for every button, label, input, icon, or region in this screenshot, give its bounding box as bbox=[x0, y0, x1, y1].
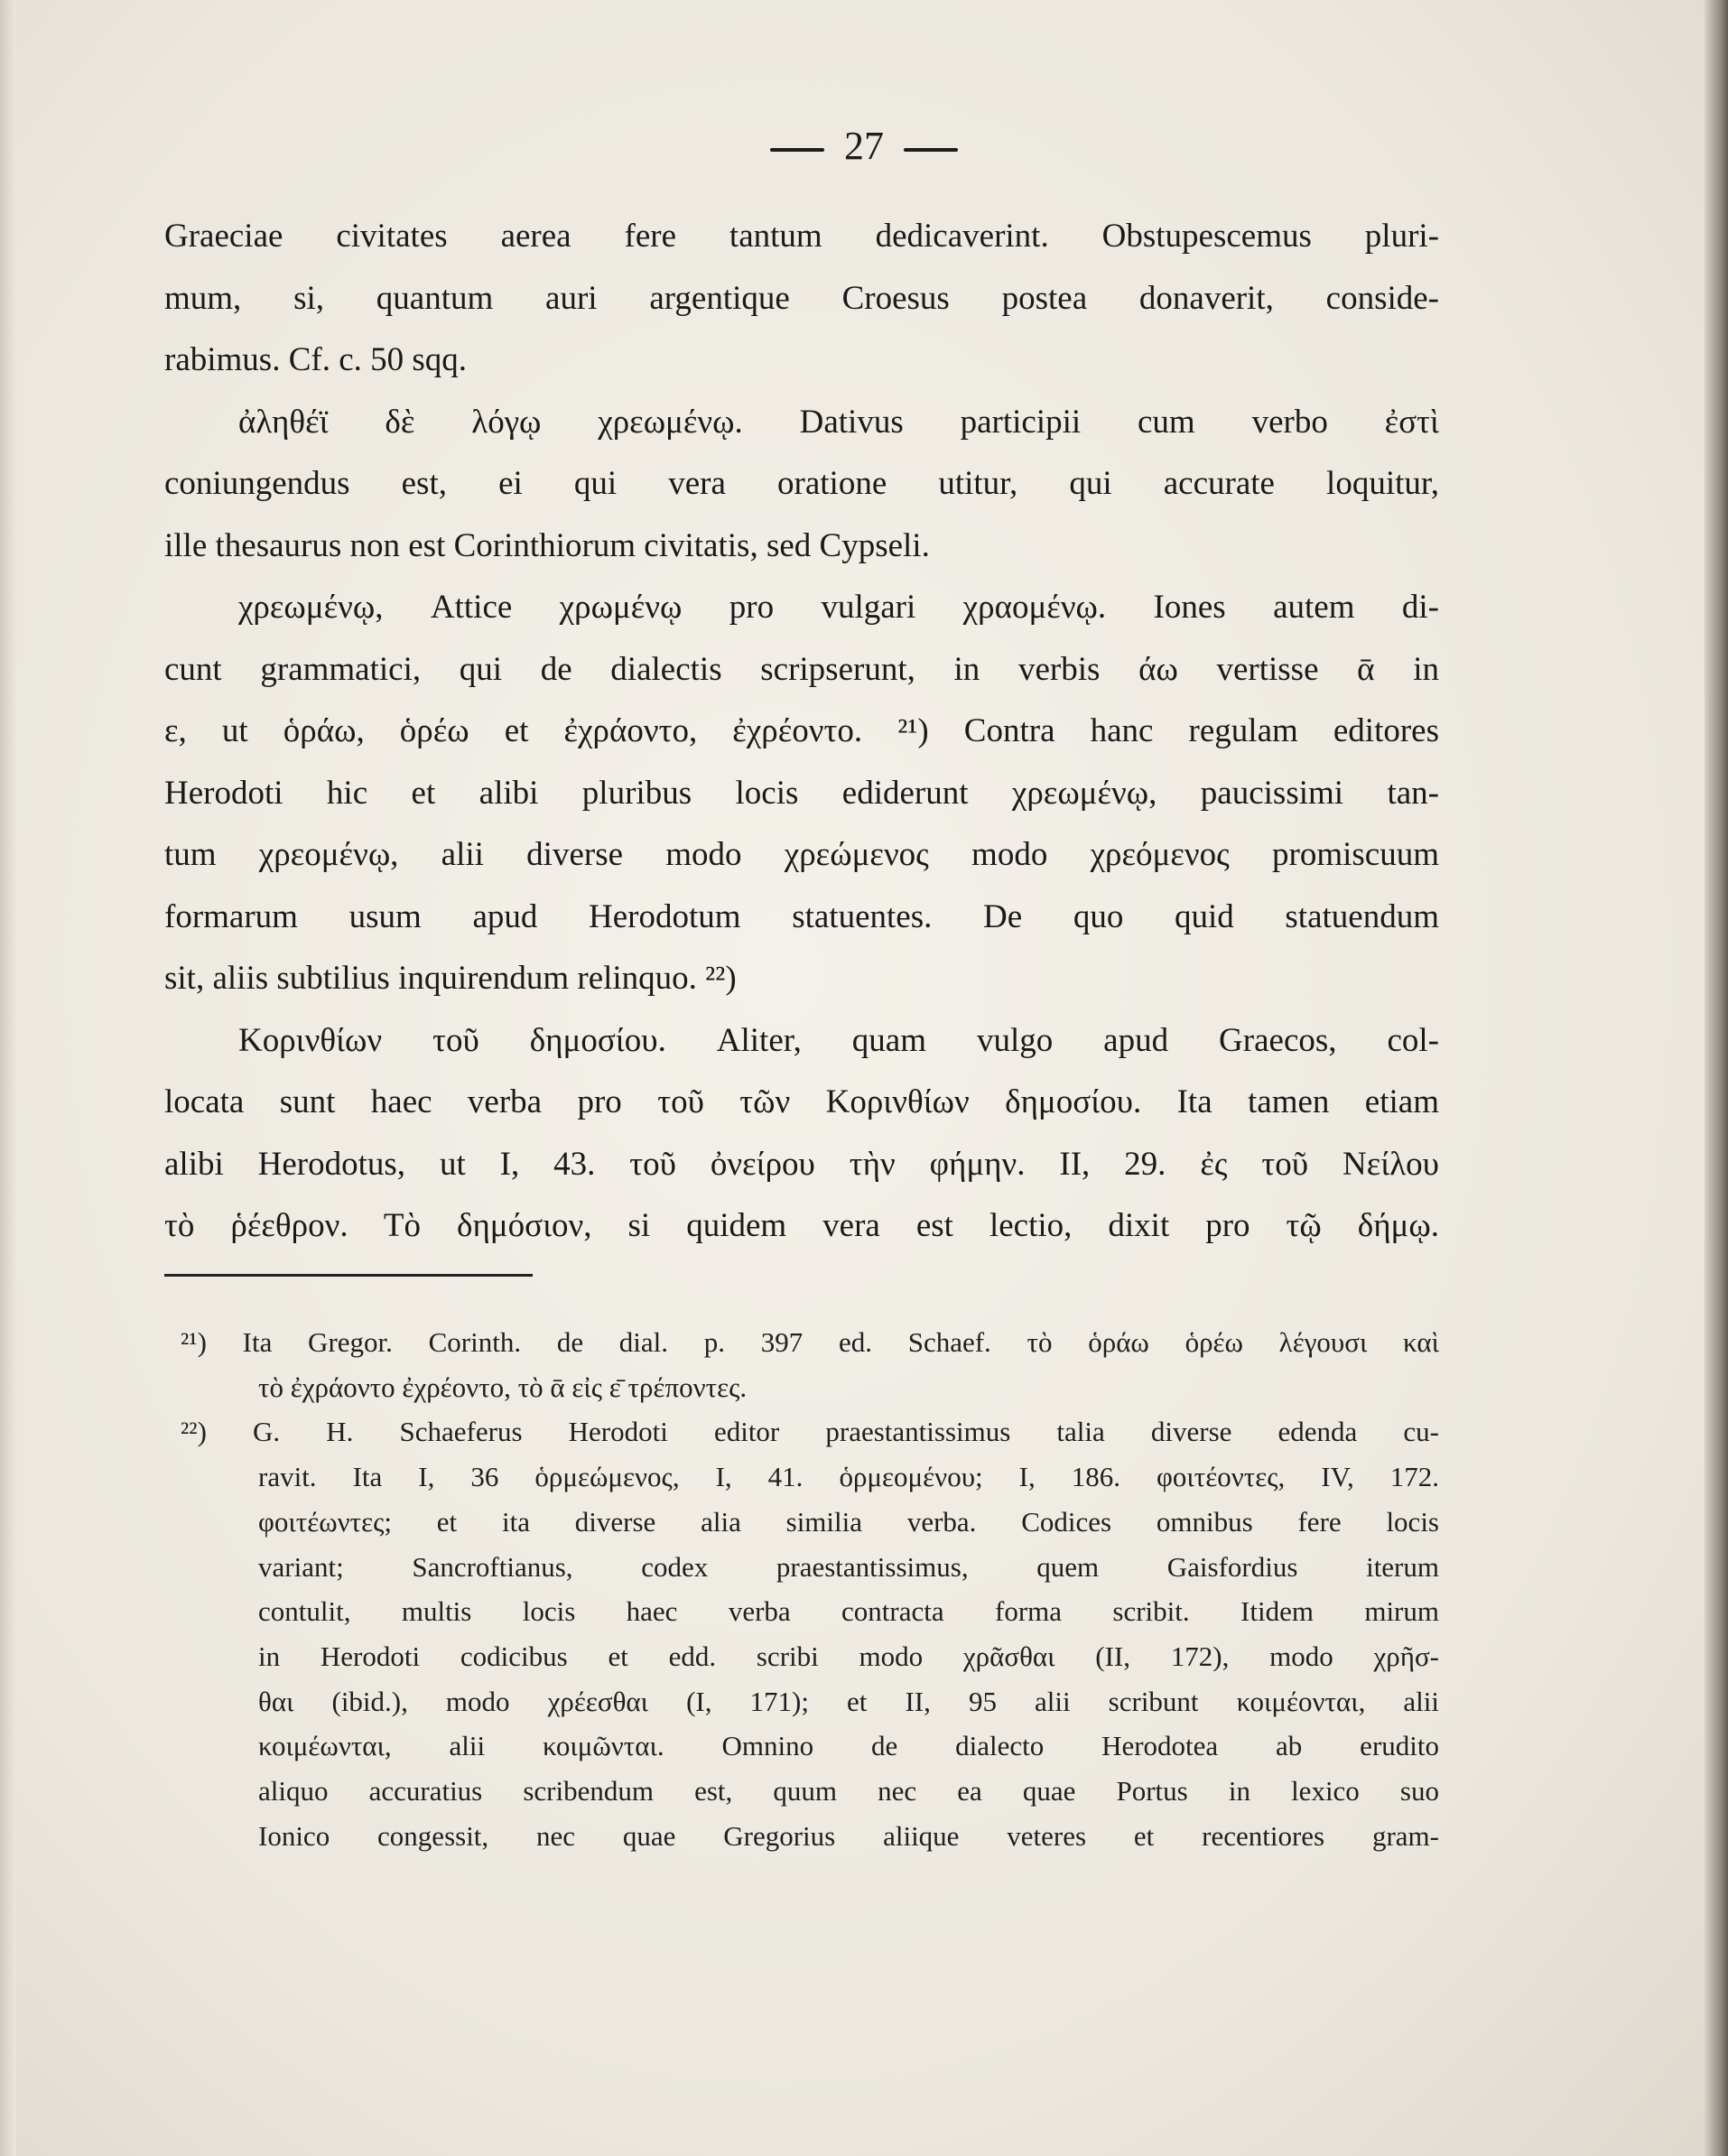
footnote-line: ²²) G. H. Schaeferus Herodoti editor praestantissimus talia diverse edenda cu- bbox=[181, 1416, 1439, 1448]
page-left-edge bbox=[0, 0, 16, 2156]
main-text bbox=[164, 206, 1439, 1258]
text-line: Herodoti hic et alibi pluribus locis ediderunt χρεωμένῳ, paucissimi tan- bbox=[164, 774, 1439, 812]
header-dash-left bbox=[770, 148, 824, 152]
footnote-line: θαι (ibid.), modo χρέεσθαι (I, 171); et II, 95 alii scribunt κοιμέονται, alii bbox=[258, 1685, 1439, 1717]
text-line: rabimus. Cf. c. 50 sqq. bbox=[164, 341, 468, 378]
page-header bbox=[0, 123, 1728, 169]
footnote-line: κοιμέωνται, alii κοιμῶνται. Omnino de dialecto Herodotea ab erudito bbox=[258, 1730, 1439, 1762]
text-line: Graeciae civitates aerea fere tantum dedicaverint. Obstupescemus pluri- bbox=[164, 218, 1439, 255]
text-line: tum χρεομένῳ, alii diverse modo χρεώμενος modo χρεόμενος promiscuum bbox=[164, 836, 1439, 873]
page-number: 27 bbox=[844, 124, 884, 168]
footnote-line: contulit, multis locis haec verba contracta forma scribit. Itidem mirum bbox=[258, 1595, 1439, 1628]
footnote-separator bbox=[164, 1274, 533, 1277]
text-line: coniungendus est, ei qui vera oratione utitur, qui accurate loquitur, bbox=[164, 465, 1439, 502]
text-line: formarum usum apud Herodotum statuentes. De quo quid statuendum bbox=[164, 897, 1439, 935]
text-line: τὸ ῥέεθρον. Τὸ δημόσιον, si quidem vera est lectio, dixit pro τῷ δήμῳ. bbox=[164, 1207, 1439, 1244]
header-dash-right bbox=[904, 148, 958, 152]
text-line: χρεωμένῳ, Attice χρωμένῳ pro vulgari χραομένῳ. Iones autem di- bbox=[238, 589, 1439, 626]
footnote-line: φοιτέωντες; et ita diverse alia similia verba. Codices omnibus fere locis bbox=[258, 1505, 1439, 1538]
text-line: ε, ut ὁράω, ὁρέω et ἐχράοντο, ἐχρέοντο. ²¹) Contra hanc regulam editores bbox=[164, 712, 1439, 749]
text-line: ἀληθέϊ δὲ λόγῳ χρεωμένῳ. Dativus participii cum verbo ἐστὶ bbox=[238, 403, 1439, 441]
text-line: cunt grammatici, qui de dialectis scripserunt, in verbis άω vertisse ᾱ in bbox=[164, 650, 1439, 688]
footnote-line: ²¹) Ita Gregor. Corinth. de dial. p. 397 ed. Schaef. τὸ ὁράω ὁρέω λέγουσι καὶ bbox=[181, 1326, 1439, 1358]
footnote-line: ravit. Ita I, 36 ὁρμεώμενος, I, 41. ὁρμεομένου; I, 186. φοιτέοντες, IV, 172. bbox=[258, 1461, 1439, 1493]
text-line: locata sunt haec verba pro τοῦ τῶν Κορινθίων δημοσίου. Ita tamen etiam bbox=[164, 1083, 1439, 1120]
footnote-line: variant; Sancroftianus, codex praestantissimus, quem Gaisfordius iterum bbox=[258, 1550, 1439, 1583]
footnote-line: Ionico congessit, nec quae Gregorius aliique veteres et recentiores gram- bbox=[258, 1819, 1439, 1852]
book-spine-shadow bbox=[1705, 0, 1728, 2156]
footnotes bbox=[181, 1320, 1439, 1858]
footnote-line: τὸ ἐχράοντο ἐχρέοντο, τὸ ᾱ εἰς ε̄ τρέποντες. bbox=[258, 1371, 748, 1403]
footnote-line: in Herodoti codicibus et edd. scribi modo χρᾶσθαι (II, 172), modo χρῆσ- bbox=[258, 1640, 1439, 1672]
text-line: sit, aliis subtilius inquirendum relinquo. ²²) bbox=[164, 960, 737, 997]
text-line: Κορινθίων τοῦ δημοσίου. Aliter, quam vulgo apud Graecos, col- bbox=[238, 1021, 1439, 1059]
text-line: mum, si, quantum auri argentique Croesus postea donaverit, conside- bbox=[164, 279, 1439, 317]
footnote-line: aliquo accuratius scribendum est, quum nec ea quae Portus in lexico suo bbox=[258, 1775, 1439, 1808]
text-line: ille thesaurus non est Corinthiorum civitatis, sed Cypseli. bbox=[164, 526, 930, 564]
text-line: alibi Herodotus, ut I, 43. τοῦ ὀνείρου τὴν φήμην. II, 29. ἐς τοῦ Νείλου bbox=[164, 1145, 1439, 1183]
